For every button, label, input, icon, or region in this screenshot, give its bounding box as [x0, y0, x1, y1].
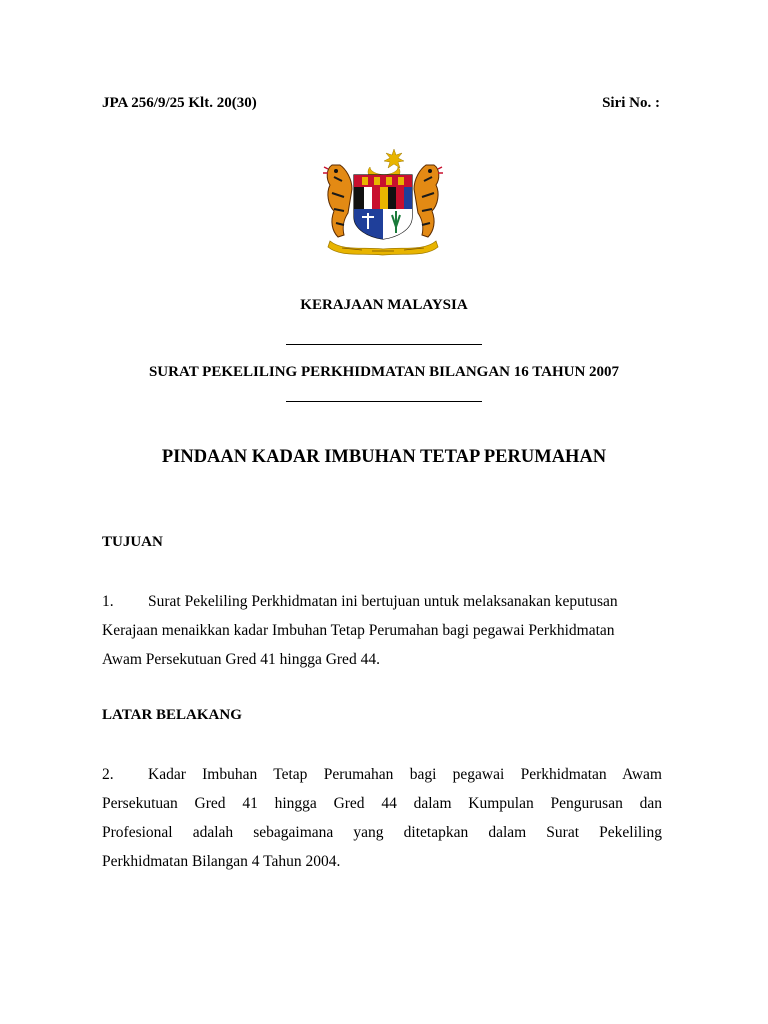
federal-star-icon	[384, 149, 404, 168]
shield-icon	[354, 175, 412, 239]
paragraph-line-text: Surat Pekeliling Perkhidmatan ini bertujuan untuk melaksanakan keputusan	[148, 593, 618, 610]
government-title: KERAJAAN MALAYSIA	[300, 297, 468, 313]
section-heading-tujuan: TUJUAN	[102, 534, 163, 550]
document-header	[102, 95, 660, 112]
paragraph-line: Persekutuan Gred 41 hingga Gred 44 dalam Kumpulan Pengurusan dan	[102, 795, 662, 812]
paragraph-1	[102, 587, 662, 674]
section-heading-latar-belakang: LATAR BELAKANG	[102, 707, 242, 723]
paragraph-line	[102, 587, 662, 616]
motto-scroll-icon	[328, 241, 438, 255]
right-tiger-icon	[414, 165, 443, 237]
paragraph-number: 2.	[102, 766, 114, 783]
paragraph-line: Awam Persekutuan Gred 41 hingga Gred 44.	[102, 651, 380, 668]
divider-line-bottom	[286, 401, 482, 402]
circular-title: SURAT PEKELILING PERKHIDMATAN BILANGAN 16 TAHUN 2007	[148, 364, 620, 380]
paragraph-line: Kerajaan menaikkan kadar Imbuhan Tetap Perumahan bagi pegawai Perkhidmatan	[102, 622, 615, 639]
paragraph-line: Profesional adalah sebagaimana yang ditetapkan dalam Surat Pekeliling	[102, 824, 662, 841]
paragraph-number: 1.	[102, 593, 114, 610]
serial-number-label: Siri No. :	[602, 95, 660, 111]
coat-of-arms-of-malaysia-icon	[322, 147, 444, 259]
paragraph-line	[102, 760, 662, 789]
divider-line-top	[286, 344, 482, 345]
left-tiger-icon	[323, 165, 352, 237]
paragraph-line: Perkhidmatan Bilangan 4 Tahun 2004.	[102, 853, 341, 870]
reference-number: JPA 256/9/25 Klt. 20(30)	[102, 95, 257, 111]
paragraph-line-text: Kadar Imbuhan Tetap Perumahan bagi pegawai Perkhidmatan Awam	[148, 766, 662, 783]
document-main-title: PINDAAN KADAR IMBUHAN TETAP PERUMAHAN	[161, 447, 607, 467]
paragraph-2	[102, 760, 662, 876]
